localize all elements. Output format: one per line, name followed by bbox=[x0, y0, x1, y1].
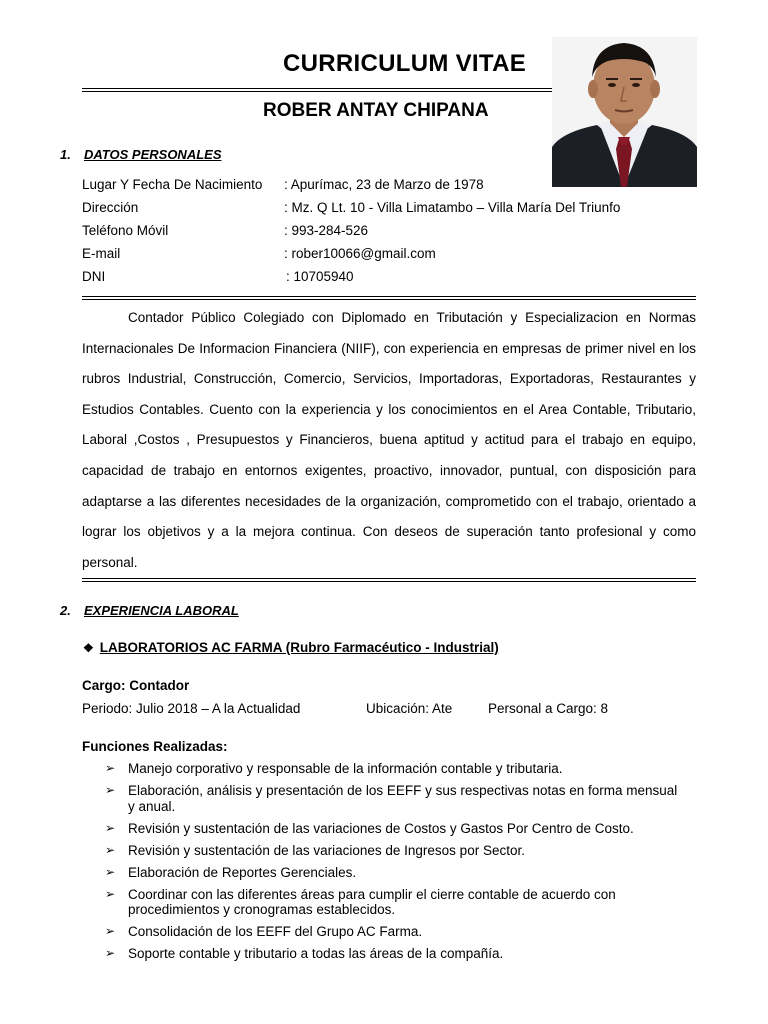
functions-title: Funciones Realizadas: bbox=[82, 739, 228, 754]
list-item bbox=[105, 924, 685, 940]
list-item bbox=[105, 946, 685, 962]
section-number: 2. bbox=[60, 603, 71, 618]
section-personal-heading bbox=[60, 147, 360, 165]
arrow-bullet-icon: ➢ bbox=[105, 842, 116, 857]
list-item bbox=[105, 761, 685, 777]
title-divider bbox=[82, 88, 552, 92]
section-divider bbox=[82, 578, 696, 582]
arrow-bullet-icon: ➢ bbox=[105, 946, 116, 960]
function-text: Coordinar con las diferentes áreas para cumplir el cierre contable de acuerdo con procedimientos y cronogramas establecidos. bbox=[128, 886, 616, 917]
info-key: Teléfono Móvil bbox=[82, 223, 169, 238]
info-value: : rober10066@gmail.com bbox=[284, 246, 436, 261]
arrow-bullet-icon: ➢ bbox=[105, 886, 116, 901]
info-key: Lugar Y Fecha De Nacimiento bbox=[82, 177, 263, 192]
job-position: Cargo: Contador bbox=[82, 678, 190, 693]
company-heading bbox=[83, 640, 499, 655]
section-label: DATOS PERSONALES bbox=[84, 147, 222, 162]
info-value: : 10705940 bbox=[286, 269, 354, 284]
candidate-name: ROBER ANTAY CHIPANA bbox=[263, 100, 489, 121]
company-name: LABORATORIOS AC FARMA (Rubro Farmacéutico - Industrial) bbox=[99, 640, 499, 655]
function-text: Revisión y sustentación de las variaciones de Ingresos por Sector. bbox=[128, 842, 525, 858]
section-divider bbox=[82, 296, 696, 300]
section-label: EXPERIENCIA LABORAL bbox=[84, 603, 239, 618]
arrow-bullet-icon: ➢ bbox=[105, 820, 116, 835]
arrow-bullet-icon: ➢ bbox=[105, 783, 116, 797]
job-staff: Personal a Cargo: 8 bbox=[488, 701, 609, 716]
list-item bbox=[105, 865, 685, 881]
list-item bbox=[105, 843, 685, 859]
info-value: : Apurímac, 23 de Marzo de 1978 bbox=[284, 177, 484, 192]
section-number: 1. bbox=[60, 147, 71, 162]
list-item bbox=[105, 821, 685, 837]
info-row-address bbox=[82, 200, 702, 218]
function-text: Revisión y sustentación de las variaciones de Costos y Gastos Por Centro de Costo. bbox=[128, 820, 634, 836]
function-text: Elaboración de Reportes Gerenciales. bbox=[128, 864, 357, 880]
info-row-email bbox=[82, 246, 702, 264]
diamond-bullet-icon: ❖ bbox=[83, 641, 94, 655]
profile-photo bbox=[552, 37, 697, 187]
list-item bbox=[105, 887, 685, 918]
section-experience-heading bbox=[60, 603, 360, 621]
job-location: Ubicación: Ate bbox=[366, 701, 453, 716]
profile-summary: Contador Público Colegiado con Diplomado en Tributación y Especializacion en Normas Internacionales De Informacion Financiera (NIIF), con experiencia en empresas de primer nivel en los rubros Industrial, Construcción, Comercio, Servicios, Importadoras, Exportadoras, Restaurantes y Estudios Contables. Cuento con la experiencia y los conocimientos en el Area Contable, Tributario, Laboral ,Costos , Presupuestos y Financieros, buena aptitud y actitud para el trabajo en equipo, capacidad de trabajo en entornos exigentes, proactivo, innovador, puntual, con disposición para adaptarse a las diferentes necesidades de la organización, comprometido con el trabajo, orientado a lograr los objetivos y a la mejora continua. Con deseos de superación tanto profesional y como personal. bbox=[82, 310, 696, 570]
arrow-bullet-icon: ➢ bbox=[105, 761, 116, 775]
function-text: Consolidación de los EEFF del Grupo AC Farma. bbox=[128, 924, 423, 939]
document-title: CURRICULUM VITAE bbox=[283, 50, 527, 77]
info-row-phone bbox=[82, 223, 702, 241]
info-key: DNI bbox=[82, 269, 106, 284]
function-text: Elaboración, análisis y presentación de los EEFF y sus respectivas notas en forma mensual y anual. bbox=[128, 783, 678, 814]
info-value: : Mz. Q Lt. 10 - Villa Limatambo – Villa María Del Triunfo bbox=[284, 200, 621, 215]
function-text: Manejo corporativo y responsable de la información contable y tributaria. bbox=[128, 761, 563, 776]
function-text: Soporte contable y tributario a todas las áreas de la compañía. bbox=[128, 946, 504, 961]
info-row-birth bbox=[82, 177, 702, 195]
arrow-bullet-icon: ➢ bbox=[105, 924, 116, 938]
arrow-bullet-icon: ➢ bbox=[105, 864, 116, 879]
functions-list bbox=[105, 761, 685, 968]
list-item bbox=[105, 783, 685, 814]
info-value: : 993-284-526 bbox=[284, 223, 369, 238]
info-key: Dirección bbox=[82, 200, 139, 215]
info-key: E-mail bbox=[82, 246, 121, 261]
job-period: Periodo: Julio 2018 – A la Actualidad bbox=[82, 701, 301, 716]
info-row-dni bbox=[82, 269, 702, 287]
